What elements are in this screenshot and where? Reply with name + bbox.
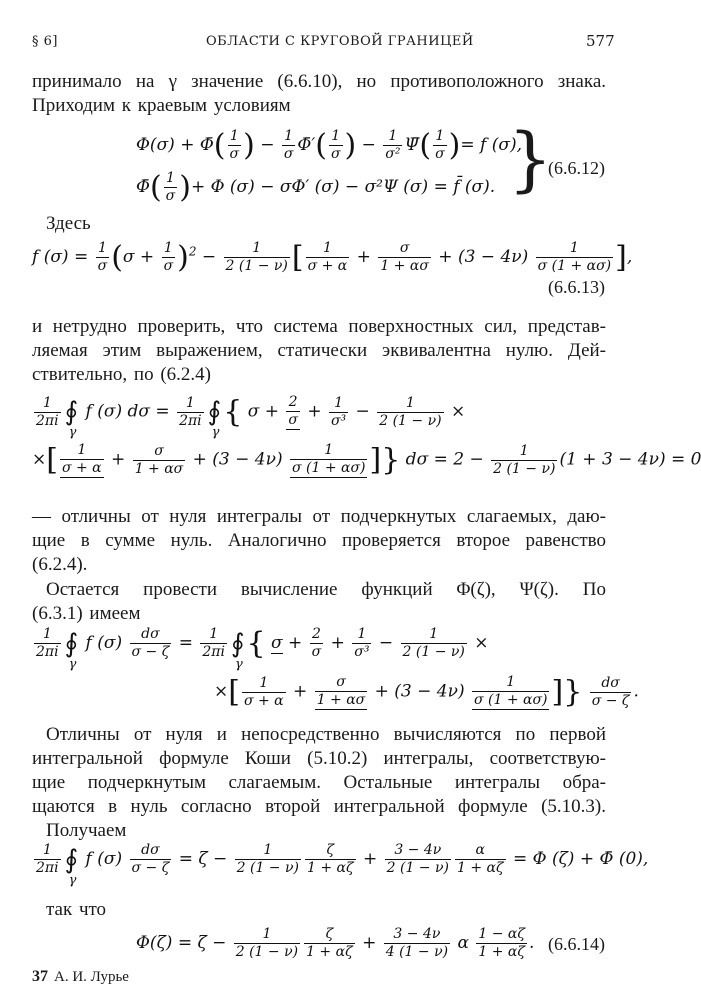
equation-6-6-12-line2: Φ̄( $\frac{1}{\sigma}$ )+ Φ (σ) − σΦ′ (σ) − σ²Ψ (σ) = f̄ (σ). — [136, 170, 496, 205]
text-line: щие подчеркнутым слагаемым. Остальные интегралы обра- — [32, 772, 606, 793]
text-line: ствительно, по (6.2.4) — [32, 364, 211, 385]
text-line: Приходим к краевым условиям — [32, 95, 291, 116]
equation-number: (6.6.13) — [548, 277, 605, 297]
cauchy-integral-line2: ×[ $\frac{1}{\sigma + \alpha}$ + $\frac{\sigma}{1 + \alpha\sigma}$ + (3 − 4ν) $\frac{1}{\sigma (1 + \alpha\sigma)}$ ]} $\frac{d\sigma}{\sigma - \zeta}$ . — [214, 674, 639, 710]
equation-number: (6.6.14) — [548, 934, 605, 954]
integral-equation-line2: ×[ $\frac{1}{\sigma + \alpha}$ + $\frac{\sigma}{1 + \alpha\sigma}$ + (3 − 4ν) $\frac{1}{\sigma (1 + \alpha\sigma)}$ ]} dσ = 2 − $\frac{1}{2 (1 - \nu)}$ (1 + 3 − 4ν) = 0 — [32, 442, 701, 478]
text-line: Здесь — [46, 213, 91, 234]
text-line: так что — [46, 899, 107, 920]
equation-number: (6.6.12) — [548, 158, 605, 178]
section-mark: § 6] — [32, 34, 58, 49]
cauchy-integral-line1: $\frac{1}{2\pi i}$ ∮ γ f (σ) $\frac{d\sigma}{\sigma - \zeta}$ = $\frac{1}{2\pi i}$ ∮ γ { σ + $\frac{2}{\sigma}$ + $\frac{1}{\text{σ³}}$ − $\frac{1}{2 (1 - \nu)}$ × — [36, 626, 489, 672]
text-line: ляемая этим выражением, статически эквивалентна нулю. Дей- — [32, 340, 606, 361]
text-line: Отличны от нуля и непосредственно вычисляются по первой — [46, 724, 606, 745]
signature-footer — [32, 968, 129, 986]
running-title: ОБЛАСТИ С КРУГОВОЙ ГРАНИЦЕЙ — [206, 34, 474, 49]
text-line: щие в сумме нуль. Аналогично проверяется второе равенство — [32, 530, 606, 551]
result-integral: $\frac{1}{2\pi i}$ ∮ γ f (σ) $\frac{d\sigma}{\sigma - \zeta}$ = ζ − $\frac{1}{2 (1 - \nu)}$ $\frac{\zeta}{1 + \alpha\zeta}$ + $\frac{3 - 4\nu}{2 (1 - \nu)}$ $\frac{\alpha}{1 + \alpha\zeta}$ = Φ (ζ) + Φ̄ (0), — [36, 842, 649, 888]
equation-6-6-14: Φ(ζ) = ζ − $\frac{1}{2 (1 - \nu)}$ $\frac{\zeta}{1 + \alpha\zeta}$ + $\frac{3 - 4\nu}{4 (1 - \nu)}$ α $\frac{1 - \alpha\zeta}{1 + \alpha\zeta}$ . — [136, 926, 535, 960]
text-line: Получаем — [46, 820, 127, 841]
text-line: Остается провести вычисление функций Φ(ζ), Ψ(ζ). По — [46, 579, 606, 600]
right-brace: } — [508, 118, 553, 200]
text-line: и нетрудно проверить, что система поверхностных сил, представ- — [32, 316, 606, 337]
equation-6-6-12-line1: Φ(σ) + Φ̄( $\frac{1}{\sigma}$ ) − $\frac{1}{\sigma}$ Φ̄′( $\frac{1}{\sigma}$ ) − $\frac{1}{\text{σ²}}$ Ψ̄( $\frac{1}{\sigma}$ )= f (σ), — [136, 128, 522, 163]
text-line: щаются в нуль согласно второй интегральной формуле (5.10.3). — [32, 796, 606, 817]
author-name: А. И. Лурье — [54, 969, 129, 985]
text-line: — отличны от нуля интегралы от подчеркнутых слагаемых, даю- — [32, 506, 606, 527]
integral-equation-line1: $\frac{1}{2\pi i}$ ∮ γ f (σ) dσ = $\frac{1}{2\pi i}$ ∮ γ { σ + $\frac{2}{\sigma}$ + $\frac{1}{\text{σ³}}$ − $\frac{1}{2 (1 - \nu)}$ × — [36, 394, 466, 440]
text-line: (6.2.4). — [32, 554, 88, 575]
text-line: интегральной формуле Коши (5.10.2) интегралы, соответствую- — [32, 748, 606, 769]
page-number: 577 — [586, 32, 615, 50]
text-line: (6.3.1) имеем — [32, 603, 141, 624]
text-line: принимало на γ значение (6.6.10), но противоположного знака. — [32, 71, 606, 92]
equation-6-6-13: f (σ) = $\frac{1}{\sigma}$ (σ + $\frac{1}{\sigma}$ )$^2$ − $\frac{1}{2 (1 - \nu)}$ [ $\frac{1}{\sigma + \alpha}$ + $\frac{\sigma}{1 + \alpha\sigma}$ + (3 − 4ν) $\frac{1}{\sigma (1 + \alpha\sigma)}$ ], — [32, 240, 633, 275]
signature-number: 37 — [32, 968, 48, 985]
